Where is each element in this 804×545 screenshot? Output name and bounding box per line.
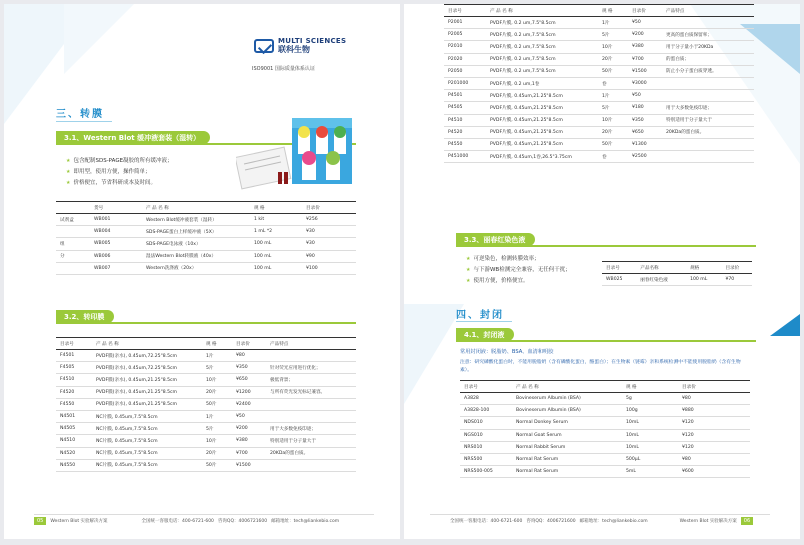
footer-title: Western Blot 实验解决方案: [679, 519, 737, 524]
table-row: P4505 PVDF片膜, 0.45um,21.25"8.5cm 5片 ¥180 用于大多数免疫印迹；: [444, 102, 754, 114]
col-header: 规 格: [622, 381, 678, 393]
table-row: N4501 NC片膜, 0.45um,7.5"8.5cm 1片 ¥50: [56, 410, 356, 422]
table-row: NRS500 Normal Rat Serum 500μL ¥80: [460, 453, 750, 465]
col-header: 目录号: [602, 262, 636, 274]
divider: [430, 514, 770, 515]
table-row: P4520 PVDF片膜, 0.45um,21.25"8.5cm 20片 ¥650 20KDa的蛋白质。: [444, 126, 754, 138]
subsection-badge: 3.1、Western Blot 缓冲液套装（湿转）: [56, 131, 210, 144]
col-header: 产品特点: [662, 5, 754, 17]
table-row: N4550 NC片膜, 0.45um,7.5"8.5cm 50片 ¥1500: [56, 459, 356, 471]
col-header: 规格: [686, 262, 721, 274]
subsection-badge: 4.1、封闭液: [456, 328, 514, 341]
table-row: N4510 NC片膜, 0.45um,7.5"8.5cm 10片 ¥380 特别适用于分子量大于: [56, 435, 356, 447]
feature-list: [466, 254, 571, 287]
divider: [56, 322, 356, 324]
table-row: NRS500-005 Normal Rat Serum 5mL ¥600: [460, 466, 750, 478]
divider: [456, 340, 756, 342]
table-row: NDS010 Normal Donkey Serum 10mL ¥120: [460, 417, 750, 429]
table-row: F4505 PVDF膜(亲水), 0.45um,72.25"8.5cm 5片 ¥350 针对荧光应用进行优化；: [56, 362, 356, 374]
col-header: 产品名称: [636, 262, 686, 274]
table-row: P2050 PVDF片膜, 0.2 um,7.5"8.5cm 50片 ¥1500 防止小分子蛋白质穿透。: [444, 65, 754, 77]
col-header: 货号: [90, 202, 142, 214]
brand-name-en: MULTI SCIENCES: [278, 37, 347, 45]
table-row: F4501 PVDF膜(亲水), 0.45um,72.25"8.5cm 1片 ¥80: [56, 350, 356, 362]
footer-qq: 咨询QQ：4006721600: [217, 519, 268, 524]
right-page: [404, 4, 800, 539]
decor-triangle: [404, 304, 464, 404]
table-row: 试剂盒 WB001 Western Blot缓冲液套装（湿转） 1 kit ¥256: [56, 214, 356, 226]
decor-triangle: [770, 314, 800, 336]
feature-item: ★ 可逆染色，检测转膜效率；: [466, 254, 571, 265]
brand-name-cn: 联科生物: [278, 44, 310, 54]
page-footer: [450, 517, 753, 525]
col-header: 产 品 名 称: [486, 5, 598, 17]
section-title: 四、封闭: [456, 310, 504, 321]
blocking-intro: 常用封闭液：脱脂奶、BSA、血清和明胶: [460, 349, 554, 355]
left-page: [4, 4, 400, 539]
section-title: 三、转膜: [56, 109, 104, 120]
footer-email: 邮箱地址：tech@liankebio.com: [271, 519, 340, 524]
footer-email: 邮箱地址：tech@liankebio.com: [579, 519, 648, 524]
table-row: F4510 PVDF膜(亲水), 0.45um,21.25"8.5cm 10片 ¥650 极低背景；: [56, 374, 356, 386]
feature-list: [66, 156, 173, 189]
subsection-badge: 3.3、丽春红染色液: [456, 233, 535, 246]
buffer-kit-image: [236, 114, 354, 192]
table-row: N4520 NC片膜, 0.45um,7.5"8.5cm 20片 ¥700 20KDa的蛋白质。: [56, 447, 356, 459]
table-row: A3828-100 Bovineserum Albumin (BSA) 100g ¥880: [460, 405, 750, 417]
footer-hotline: 全国统一客服电话：400-6721-600: [141, 519, 214, 524]
table-row: P451000 PVDF片膜, 0.45um,1卷,26.5"3.75cm 卷 ¥2500: [444, 151, 754, 163]
blocking-table: [460, 380, 750, 478]
page-footer: [34, 517, 339, 525]
footer-title: Western Blot 实验解决方案: [50, 519, 108, 524]
table-row: P2001 PVDF片膜, 0.2 um,7.5"8.5cm 1片 ¥50: [444, 17, 754, 29]
col-header: 规 格: [598, 5, 628, 17]
table-row: F4520 PVDF膜(亲水), 0.45um,21.25"8.5cm 20片 ¥1200 与所有荧光发光标记兼容。: [56, 386, 356, 398]
col-header: 目录价: [628, 5, 662, 17]
page-number: 05: [34, 517, 46, 525]
divider: [456, 245, 756, 247]
col-header: 产品特点: [266, 338, 356, 350]
subsection-badge: 3.2、转印膜: [56, 310, 114, 323]
table-row: WB007 Western洗涤液（20x） 100 mL ¥100: [56, 262, 356, 274]
col-header: 产 品 名 称: [512, 381, 622, 393]
table-row: NGS010 Normal Goat Serum 10mL ¥120: [460, 429, 750, 441]
ponceau-table: [602, 261, 752, 286]
table-row: 组 WB005 SDS-PAGE电泳液（10x） 100 mL ¥30: [56, 238, 356, 250]
footer-qq: 咨询QQ：4006721600: [526, 519, 576, 524]
col-header: 产 品 名 称: [92, 338, 202, 350]
page-number: 06: [741, 517, 753, 525]
col-header: 目录价: [302, 202, 356, 214]
table-row: WB004 SDS-PAGE蛋白上样缓冲液（5X） 1 mL *2 ¥30: [56, 226, 356, 238]
col-header: 规 格: [250, 202, 302, 214]
col-header: 目录号: [460, 381, 512, 393]
table-row: WB025 丽春红染色液 100 mL ¥70: [602, 274, 752, 286]
table-row: A3828 Bovineserum Albumin (BSA) 5g ¥80: [460, 393, 750, 405]
brand-logo: [254, 38, 346, 54]
divider: [34, 514, 374, 515]
divider: [56, 121, 112, 122]
membrane-table: [56, 337, 356, 472]
blocking-note: 注意：研究磷酸化蛋白时，不能用脱脂奶（含有磷酸化蛋白，酪蛋白）；在生物素（链霉）亲和系统检测中不能使用脱脂奶（含有生物素）。: [460, 360, 741, 373]
col-header: 目录号: [444, 5, 486, 17]
feature-item: ★ 包含配制SDS-PAGE凝胶的所有缓冲液；: [66, 156, 173, 167]
table-row: P4550 PVDF片膜, 0.45um,21.25"8.5cm 50片 ¥1300: [444, 138, 754, 150]
table-row: P2010 PVDF片膜, 0.2 um,7.5"8.5cm 10片 ¥380 用于分子量小于20KDa: [444, 41, 754, 53]
col-header: 目录价: [721, 262, 752, 274]
table-row: P2005 PVDF片膜, 0.2 um,7.5"8.5cm 5片 ¥200 更高的蛋白质保留率；: [444, 29, 754, 41]
col-header: 目录价: [678, 381, 750, 393]
table-row: P201000 PVDF片膜, 0.2 um,1卷 卷 ¥3000: [444, 77, 754, 89]
feature-item: ★ 价格便宜，节省科研成本及时间。: [66, 178, 173, 189]
table-row: NRS010 Normal Rabbit Serum 10mL ¥120: [460, 441, 750, 453]
buffer-kit-table: [56, 201, 356, 275]
table-row: P2020 PVDF片膜, 0.2 um,7.5"8.5cm 20片 ¥700 的蛋白质；: [444, 53, 754, 65]
table-row: P4501 PVDF片膜, 0.45um,21.25"8.5cm 1片 ¥50: [444, 90, 754, 102]
feature-item: ★ 使用方便，价格便宜。: [466, 276, 571, 287]
pvdf-table: [444, 4, 754, 163]
table-row: P4510 PVDF片膜, 0.45um,21.25"8.5cm 10片 ¥350 特别适用于分子量大于: [444, 114, 754, 126]
logo-icon: [254, 39, 274, 53]
table-row: F4550 PVDF膜(亲水), 0.45um,21.25"8.5cm 50片 ¥2400: [56, 398, 356, 410]
col-header: 目录号: [56, 338, 92, 350]
divider: [456, 321, 512, 322]
table-row: N4505 NC片膜, 0.45um,7.5"8.5cm 5片 ¥200 用于大多数免疫印迹；: [56, 423, 356, 435]
feature-item: ★ 与下游WB检测完全兼容，无任何干扰；: [466, 265, 571, 276]
col-header: 产 品 名 称: [142, 202, 250, 214]
footer-hotline: 全国统一客服电话：400-6721-600: [450, 519, 523, 524]
decor-triangle: [64, 4, 134, 74]
table-row: 分 WB006 湿法Western Blot转膜液（40x） 100 mL ¥90: [56, 250, 356, 262]
col-header: 目录价: [232, 338, 266, 350]
col-header: 规 格: [202, 338, 232, 350]
feature-item: ★ 即用型，使用方便，操作简单；: [66, 167, 173, 178]
iso-cert: ISO9001 国际质量体系认证: [252, 66, 315, 72]
